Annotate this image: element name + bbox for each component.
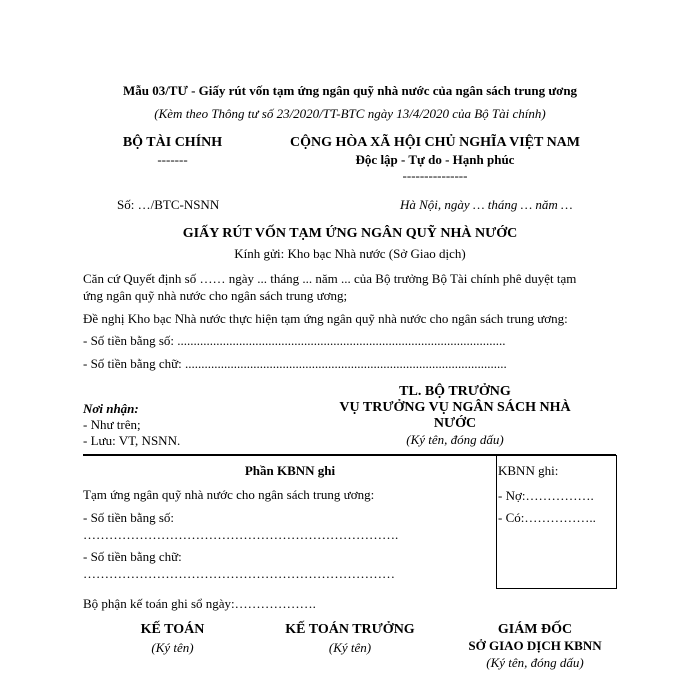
ministry-dash: ------- [157,152,188,167]
kbnn-words-label: - Số tiền bằng chữ: [83,549,182,564]
signature-note: (Ký tên, đóng dấu) [406,432,504,447]
kbnn-debit: - Nợ:……………. [498,488,594,503]
ministry-name: BỘ TÀI CHÍNH [122,135,223,150]
recipient-line: Kính gửi: Kho bạc Nhà nước (Sở Giao dịch) [234,246,466,261]
recipients-item-2: - Lưu: VT, NSNN. [83,433,181,448]
kbnn-words-dots: ……………………………………………………………… [83,566,395,581]
request-line: Đề nghị Kho bạc Nhà nước thực hiện tạm ứng ngân quỹ nhà nước cho ngân sách trung ương: [83,311,568,326]
attachment-note: (Kèm theo Thông tư số 23/2020/TT-BTC ngày 13/4/2020 của Bộ Tài chính) [154,106,546,121]
signature-position-2: NƯỚC [433,416,477,431]
motto: Độc lập - Tự do - Hạnh phúc [355,152,515,167]
amount-numeric-line: - Số tiền bằng số: ..................................................................................................... [83,333,506,348]
signature-tl: TL. BỘ TRƯỞNG [399,384,511,399]
kbnn-credit: - Có:…………….. [498,510,596,525]
signer-director-note: (Ký tên, đóng dấu) [486,655,584,670]
signer-chief-accountant-title: KẾ TOÁN TRƯỞNG [285,622,415,637]
signer-director-title-2: SỞ GIAO DỊCH KBNN [468,638,602,653]
document-number: Số: …/BTC-NSNN [117,197,220,212]
form-code: Mẫu 03/TƯ - Giấy rút vốn tạm ứng ngân quỹ nhà nước của ngân sách trung ương [122,83,578,98]
basis-line-2: ứng ngân quỹ nhà nước cho ngân sách trung ương; [83,288,348,303]
kbnn-box-title: KBNN ghi: [498,463,559,478]
signature-position-1: VỤ TRƯỞNG VỤ NGÂN SÁCH NHÀ [339,400,571,415]
kbnn-section-title: Phần KBNN ghi [244,463,336,478]
basis-line-1: Căn cứ Quyết định số …… ngày ... tháng ... năm ... của Bộ trưởng Bộ Tài chính phê duyệt tạm [83,271,577,286]
kbnn-ledger-line: Bộ phận kế toán ghi sổ ngày:………………. [83,596,316,611]
recipients-item-1: - Như trên; [83,417,141,432]
signer-chief-accountant-note: (Ký tên) [328,640,372,655]
signer-accountant-note: (Ký tên) [151,640,194,655]
signer-director-title: GIÁM ĐỐC [497,622,573,637]
country-name: CỘNG HÒA XÃ HỘI CHỦ NGHĨA VIỆT NAM [289,135,580,150]
place-date: Hà Nội, ngày … tháng … năm … [400,197,573,212]
kbnn-num-dots: ………………………………………………………………. [83,527,399,542]
kbnn-num-label: - Số tiền bằng số: [83,510,174,525]
motto-dash: --------------- [402,168,468,183]
recipients-label: Nơi nhận: [83,401,139,416]
document-title: GIẤY RÚT VỐN TẠM ỨNG NGÂN QUỸ NHÀ NƯỚC [182,226,518,241]
kbnn-advance-line: Tạm ứng ngân quỹ nhà nước cho ngân sách trung ương: [83,487,375,502]
signer-accountant-title: KẾ TOÁN [140,622,205,637]
amount-words-line: - Số tiền bằng chữ: ................................................................................................... [83,356,507,371]
